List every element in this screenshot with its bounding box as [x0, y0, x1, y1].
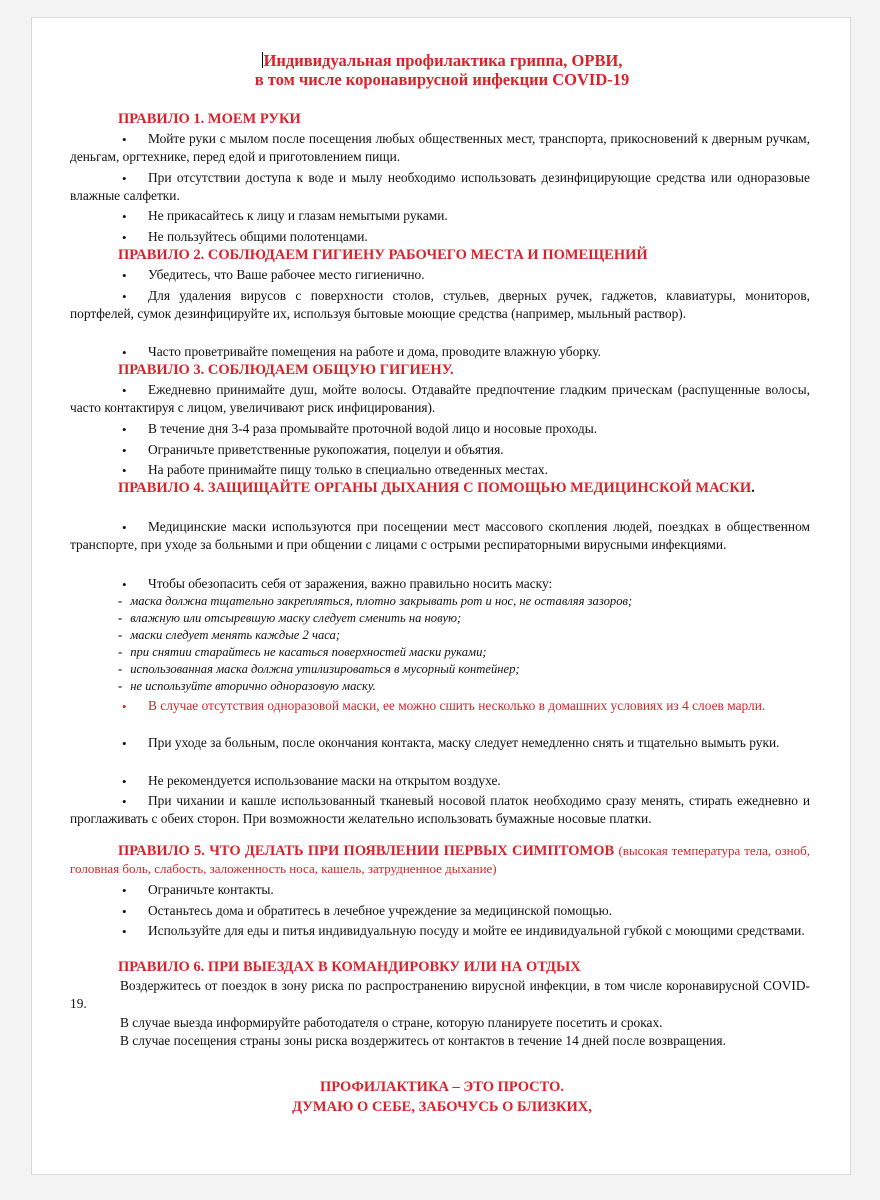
- rule-5-item-2: • Останьтесь дома и обратитесь в лечебное учреждение за медицинской помощью.: [122, 903, 612, 919]
- rule-4-item-red: • В случае отсутствия одноразовой маски, ее можно сшить несколько в домашних условиях из 4 слоев марли.: [122, 698, 766, 714]
- document-page: [31, 17, 851, 1175]
- rule-4-item-4: • Не рекомендуется использование маски на открытом воздухе.: [122, 773, 501, 789]
- rule-3-item-4: • На работе принимайте пищу только в специально отведенных местах.: [122, 462, 548, 478]
- rule-1-heading: ПРАВИЛО 1. МОЕМ РУКИ: [118, 111, 301, 127]
- rule-6-para-1: Воздержитесь от поездок в зону риска по распространению вирусной инфекции, в том числе коронавирусной COVID-19.: [70, 978, 810, 1011]
- mask-rule-2: - влажную или отсыревшую маску следует сменить на новую;: [118, 611, 462, 625]
- bullet-icon: •: [122, 209, 127, 224]
- rule-1-item-2: • При отсутствии доступа к воде и мылу необходимо использовать дезинфицирующие средства или одноразовые влажные салфетки.: [70, 170, 810, 203]
- bullet-icon: •: [122, 289, 127, 304]
- rule-1-item-3: • Не прикасайтесь к лицу и глазам немытыми руками.: [122, 208, 448, 224]
- bullet-icon: •: [122, 443, 127, 458]
- bullet-icon: •: [122, 171, 127, 186]
- bullet-icon: •: [122, 577, 127, 592]
- bullet-icon: •: [122, 230, 127, 245]
- rule-1-item-4: • Не пользуйтесь общими полотенцами.: [122, 229, 368, 245]
- footer-slogan-line2: ДУМАЮ О СЕБЕ, ЗАБОЧУСЬ О БЛИЗКИХ,: [292, 1099, 592, 1115]
- bullet-icon: •: [122, 794, 127, 809]
- document-title-line2: в том числе коронавирусной инфекции COVID-19: [254, 70, 630, 89]
- bullet-icon: •: [122, 699, 127, 714]
- rule-4-item-5: • При чихании и кашле использованный тканевый носовой платок необходимо сразу менять, стирать ежедневно и проглаживать с обеих сторон. При возможности желательно использовать бумажные носовые платки.: [70, 793, 810, 826]
- bullet-icon: •: [122, 904, 127, 919]
- rule-2-item-1: • Убедитесь, что Ваше рабочее место гигиенично.: [122, 267, 425, 283]
- text-cursor: [262, 52, 263, 68]
- rule-6-heading: ПРАВИЛО 6. ПРИ ВЫЕЗДАХ В КОМАНДИРОВКУ ИЛИ НА ОТДЫХ: [118, 959, 581, 975]
- bullet-icon: •: [122, 463, 127, 478]
- rule-3-heading: ПРАВИЛО 3. СОБЛЮДАЕМ ОБЩУЮ ГИГИЕНУ.: [118, 362, 454, 378]
- rule-4-item-2: • Чтобы обезопасить себя от заражения, важно правильно носить маску:: [122, 576, 553, 592]
- bullet-icon: •: [122, 345, 127, 360]
- rule-2-heading: ПРАВИЛО 2. СОБЛЮДАЕМ ГИГИЕНУ РАБОЧЕГО МЕСТА И ПОМЕЩЕНИЙ: [118, 247, 648, 263]
- bullet-icon: •: [122, 520, 127, 535]
- rule-1-item-1: • Мойте руки с мылом после посещения любых общественных мест, транспорта, прикосновений к дверным ручкам, деньгам, оргтехнике, перед едой и приготовлением пищи.: [70, 131, 810, 164]
- mask-rule-4: - при снятии старайтесь не касаться поверхностей маски руками;: [118, 645, 487, 659]
- rule-4-item-1: • Медицинские маски используются при посещении мест массового скопления людей, поездках в общественном транспорте, при уходе за больными и при общении с лицами с острыми респираторными вирусными инфекциями.: [70, 519, 810, 552]
- document-title-line1: Индивидуальная профилактика гриппа, ОРВИ,: [263, 51, 623, 70]
- footer-slogan-line1: ПРОФИЛАКТИКА – ЭТО ПРОСТО.: [319, 1079, 565, 1095]
- bullet-icon: •: [122, 736, 127, 751]
- rule-5-heading: ПРАВИЛО 5. ЧТО ДЕЛАТЬ ПРИ ПОЯВЛЕНИИ ПЕРВЫХ СИМПТОМОВ (высокая температура тела, озноб, головная боль, слабость, заложенность носа, кашель, затрудненное дыхание): [70, 843, 811, 876]
- bullet-icon: •: [122, 883, 127, 898]
- rule-5-item-3: • Используйте для еды и питья индивидуальную посуду и мойте ее индивидуальной губкой с моющими средствами.: [122, 923, 805, 939]
- bullet-icon: •: [122, 774, 127, 789]
- mask-rule-3: - маски следует менять каждые 2 часа;: [118, 628, 341, 642]
- rule-3-item-1: • Ежедневно принимайте душ, мойте волосы. Отдавайте предпочтение гладким прическам (распущенные волосы, часто контактируя с лицом, увеличивают риск инфицирования).: [70, 382, 810, 415]
- mask-rule-6: - не используйте вторично одноразовую маску.: [118, 679, 376, 693]
- mask-rule-5: - использованная маска должна утилизироваться в мусорный контейнер;: [118, 662, 520, 676]
- rule-2-item-2: • Для удаления вирусов с поверхности столов, стульев, дверных ручек, гаджетов, клавиатуры, мониторов, портфелей, сумок дезинфицируйте их, используя бытовые моющие средства (например, мыльный раствор).: [70, 288, 810, 321]
- bullet-icon: •: [122, 383, 127, 398]
- bullet-icon: •: [122, 132, 127, 147]
- rule-6-para-2: В случае выезда информируйте работодателя о стране, которую планируете посетить и сроках.: [120, 1015, 663, 1030]
- bullet-icon: •: [122, 924, 127, 939]
- rule-4-heading: ПРАВИЛО 4. ЗАЩИЩАЙТЕ ОРГАНЫ ДЫХАНИЯ С ПОМОЩЬЮ МЕДИЦИНСКОЙ МАСКИ.: [118, 480, 755, 496]
- mask-rule-1: - маска должна тщательно закрепляться, плотно закрывать рот и нос, не оставляя зазоров;: [118, 594, 633, 608]
- rule-3-item-2: • В течение дня 3-4 раза промывайте проточной водой лицо и носовые проходы.: [122, 421, 598, 437]
- bullet-icon: •: [122, 422, 127, 437]
- rule-4-item-3: • При уходе за больным, после окончания контакта, маску следует немедленно снять и тщательно вымыть руки.: [122, 735, 780, 751]
- rule-6-para-3: В случае посещения страны зоны риска воздержитесь от контактов в течение 14 дней после возвращения.: [120, 1033, 726, 1048]
- rule-3-item-3: • Ограничьте приветственные рукопожатия, поцелуи и объятия.: [122, 442, 504, 458]
- rule-5-item-1: • Ограничьте контакты.: [122, 882, 274, 898]
- bullet-icon: •: [122, 268, 127, 283]
- rule-2-item-3: • Часто проветривайте помещения на работе и дома, проводите влажную уборку.: [122, 344, 601, 360]
